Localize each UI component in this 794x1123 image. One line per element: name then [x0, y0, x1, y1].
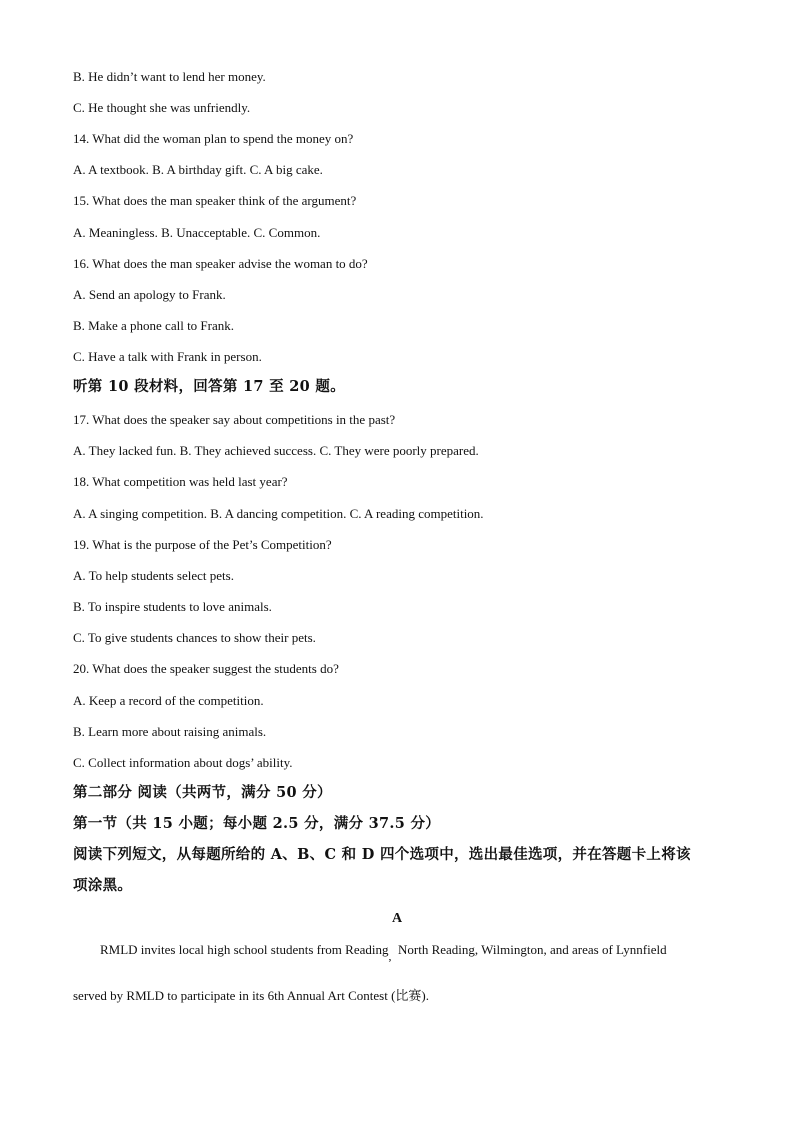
- passage-line-1: [100, 942, 667, 963]
- options-17: A. They lacked fun. B. They achieved success. C. They were poorly prepared.: [73, 443, 479, 458]
- options-14: A. A textbook. B. A birthday gift. C. A big cake.: [73, 162, 323, 177]
- reading-instruction-line1: 阅读下列短文，从每题所给的 A、B、C 和 D 四个选项中，选出最佳选项，并在答题卡上将该: [73, 846, 691, 863]
- options-15: A. Meaningless. B. Unacceptable. C. Common.: [73, 225, 321, 240]
- passage-line-1-part1: RMLD invites local high school students from Reading: [100, 942, 389, 957]
- option-19a: A. To help students select pets.: [73, 568, 234, 583]
- option-13b: B. He didn’t want to lend her money.: [73, 69, 266, 84]
- passage-title: A: [391, 911, 403, 926]
- option-16a: A. Send an apology to Frank.: [73, 287, 226, 302]
- question-16: 16. What does the man speaker advise the woman to do?: [73, 256, 368, 271]
- option-19b: B. To inspire students to love animals.: [73, 599, 272, 614]
- passage-line-1-comma: ,: [388, 949, 392, 963]
- question-15: 15. What does the man speaker think of the argument?: [73, 193, 357, 208]
- question-20: 20. What does the speaker suggest the students do?: [73, 661, 339, 676]
- option-19c: C. To give students chances to show their pets.: [73, 630, 316, 645]
- question-14: 14. What did the woman plan to spend the money on?: [73, 131, 354, 146]
- reading-instruction-line2: 项涂黑。: [73, 877, 133, 894]
- section-instruction-10: 听第 10 段材料，回答第 17 至 20 题。: [73, 378, 346, 395]
- passage-line-2: served by RMLD to participate in its 6th Annual Art Contest (比赛).: [73, 988, 430, 1003]
- option-20c: C. Collect information about dogs’ ability.: [73, 755, 293, 770]
- option-20a: A. Keep a record of the competition.: [73, 693, 264, 708]
- question-17: 17. What does the speaker say about competitions in the past?: [73, 412, 396, 427]
- question-18: 18. What competition was held last year?: [73, 474, 288, 489]
- part-two-heading: 第二部分 阅读（共两节，满分 50 分）: [73, 784, 332, 801]
- option-16b: B. Make a phone call to Frank.: [73, 318, 235, 333]
- section-one-heading: 第一节（共 15 小题；每小题 2.5 分，满分 37.5 分）: [73, 815, 441, 832]
- option-20b: B. Learn more about raising animals.: [73, 724, 267, 739]
- option-13c: C. He thought she was unfriendly.: [73, 100, 251, 115]
- option-16c: C. Have a talk with Frank in person.: [73, 349, 262, 364]
- passage-line-1-part2: North Reading, Wilmington, and areas of Lynnfield: [398, 942, 667, 957]
- question-19: 19. What is the purpose of the Pet’s Competition?: [73, 537, 332, 552]
- options-18: A. A singing competition. B. A dancing competition. C. A reading competition.: [73, 506, 484, 521]
